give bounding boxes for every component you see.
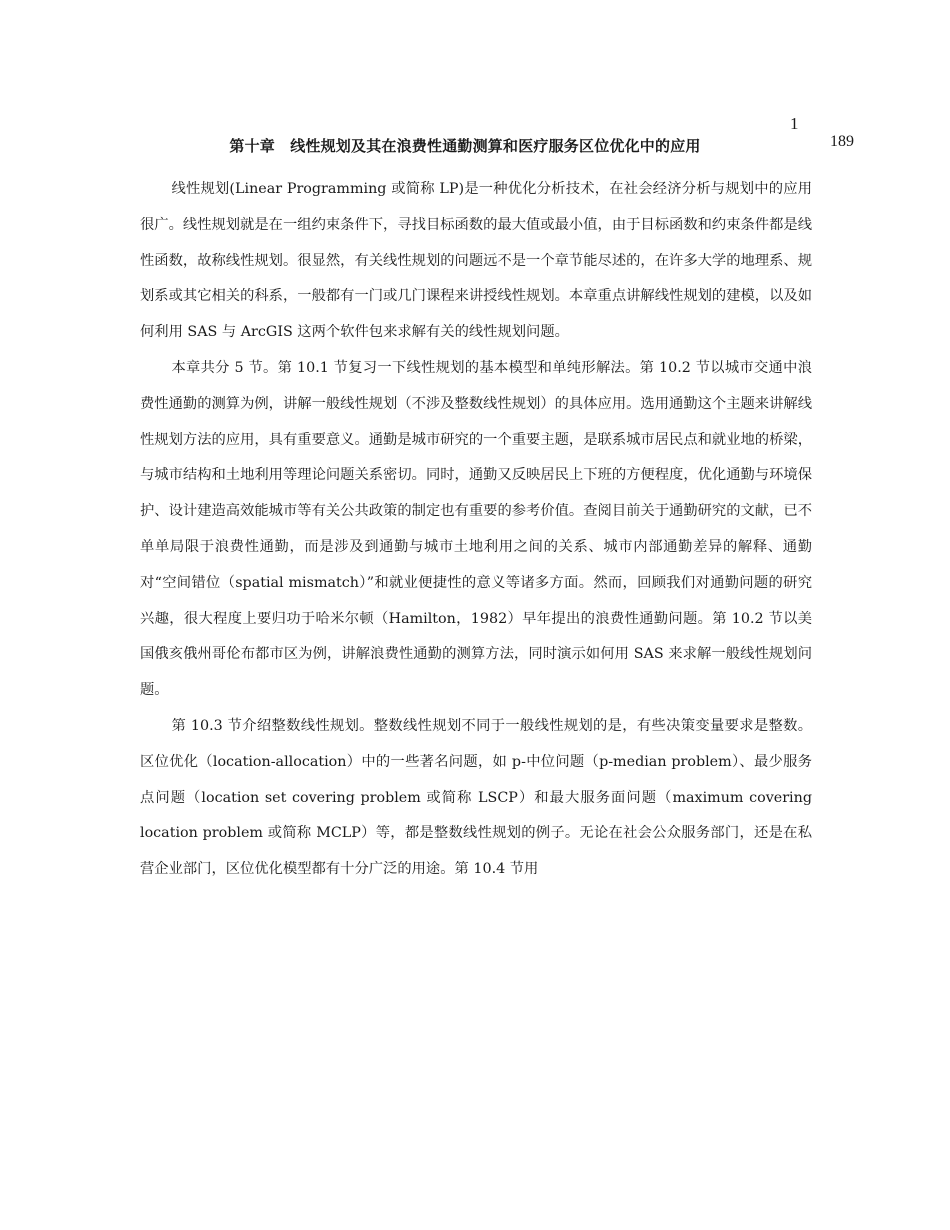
page-reference-number: 189 [830, 133, 854, 150]
paragraph-intro: 线性规划(Linear Programming 或简称 LP)是一种优化分析技术，在社会经济分析与规划中的应用很广。线性规划就是在一组约束条件下，寻找目标函数的最大值或最小值，由于目标函数和约束条件都是线性函数，故称线性规划。很显然，有关线性规划的问题远不是一个章节能尽述的，在许多大学的地理系、规划系或其它相关的科系，一般都有一门或几门课程来讲授线性规划。本章重点讲解线性规划的建模，以及如何利用 SAS 与 ArcGIS 这两个软件包来求解有关的线性规划问题。 [140, 181, 812, 341]
chapter-title: 第十章 线性规划及其在浪费性通勤测算和医疗服务区位优化中的应用 [229, 137, 701, 155]
page-number: 1 [790, 114, 799, 133]
paragraph-sections-overview: 本章共分 5 节。第 10.1 节复习一下线性规划的基本模型和单纯形解法。第 10.2 节以城市交通中浪费性通勤的测算为例，讲解一般线性规划（不涉及整数线性规划）的具体应用。选用通勤这个主题来讲解线性规划方法的应用，具有重要意义。通勤是城市研究的一个重要主题，是联系城市居民点和就业地的桥梁，与城市结构和土地利用等理论问题关系密切。同时，通勤又反映居民上下班的方便程度，优化通勤与环境保护、设计建造高效能城市等有关公共政策的制定也有重要的参考价值。查阅目前关于通勤研究的文献，已不单单局限于浪费性通勤，而是涉及到通勤与城市土地利用之间的关系、城市内部通勤差异的解释、通勤对“空间错位（spatial mismatch）”和就业便捷性的意义等诸多方面。然而，回顾我们对通勤问题的研究兴趣，很大程度上要归功于哈米尔顿（Hamilton，1982）早年提出的浪费性通勤问题。第 10.2 节以美国俄亥俄州哥伦布都市区为例，讲解浪费性通勤的测算方法，同时演示如何用 SAS 来求解一般线性规划问题。 [140, 359, 812, 699]
paragraph-integer-programming: 第 10.3 节介绍整数线性规划。整数线性规划不同于一般线性规划的是，有些决策变量要求是整数。区位优化（location-allocation）中的一些著名问题，如 p-中位问题（p-median problem）、最少服务点问题（location set covering problem 或简称 LSCP）和最大服务面问题（maximum covering location problem 或简称 MCLP）等，都是整数线性规划的例子。无论在社会公众服务部门，还是在私营企业部门，区位优化模型都有十分广泛的用途。第 10.4 节用 [140, 717, 812, 878]
body-text [140, 172, 812, 888]
